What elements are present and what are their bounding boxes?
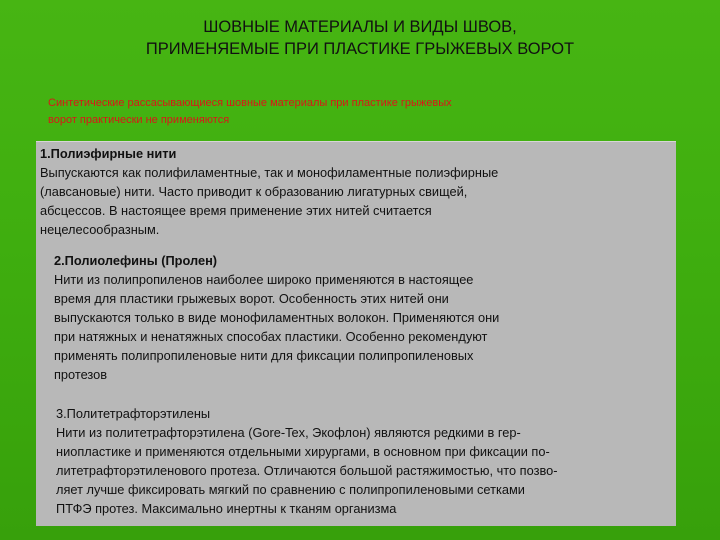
- section-line: ниопластике и применяются отдельными хирургами, в основном при фиксации по-: [56, 444, 550, 459]
- section-line: Нити из полипропиленов наиболее широко применяются в настоящее: [54, 272, 474, 287]
- title-line-1: ШОВНЫЕ МАТЕРИАЛЫ И ВИДЫ ШВОВ,: [203, 18, 517, 36]
- title-line-2: ПРИМЕНЯЕМЫЕ ПРИ ПЛАСТИКЕ ГРЫЖЕВЫХ ВОРОТ: [145, 40, 575, 58]
- section-line: Нити из политетрафторэтилена (Gore-Tex, Экофлон) являются редкими в гер-: [56, 425, 521, 440]
- section-line: при натяжных и ненатяжных способах пластики. Особенно рекомендуют: [54, 329, 488, 344]
- section-line: ПТФЭ протез. Максимально инертны к тканям организма: [56, 501, 397, 516]
- section-line: применять полипропиленовые нити для фиксации полипропиленовых: [54, 348, 474, 363]
- section-polyester: [40, 144, 498, 239]
- section-line: время для пластики грыжевых ворот. Особенность этих нитей они: [54, 291, 449, 306]
- content-box: [36, 141, 676, 526]
- section-line: ляет лучше фиксировать мягкий по сравнению с полипропиленовыми сетками: [56, 482, 525, 497]
- section-line: литетрафторэтиленового протеза. Отличаются большой растяжимостью, что позво-: [56, 463, 558, 478]
- section-heading: 3.Политетрафторэтилены: [56, 406, 211, 421]
- section-line: протезов: [54, 367, 108, 382]
- section-line: абсцессов. В настоящее время применение этих нитей считается: [40, 203, 432, 218]
- note-line-2: ворот практически не применяются: [48, 114, 230, 126]
- section-line: выпускаются только в виде монофиламентных волокон. Применяются они: [54, 310, 500, 325]
- slide-title: [0, 16, 720, 60]
- section-polyolefins: [54, 251, 499, 384]
- section-heading: 2.Полиолефины (Пролен): [54, 253, 218, 268]
- red-note: [48, 95, 688, 129]
- section-heading: 1.Полиэфирные нити: [40, 146, 177, 161]
- note-line-1: Синтетические рассасывающиеся шовные материалы при пластике грыжевых: [48, 97, 452, 109]
- section-line: Выпускаются как полифиламентные, так и монофиламентные полиэфирные: [40, 165, 499, 180]
- section-ptfe: [56, 404, 557, 518]
- section-line: (лавсановые) нити. Часто приводит к образованию лигатурных свищей,: [40, 184, 468, 199]
- section-line: нецелесообразным.: [40, 222, 160, 237]
